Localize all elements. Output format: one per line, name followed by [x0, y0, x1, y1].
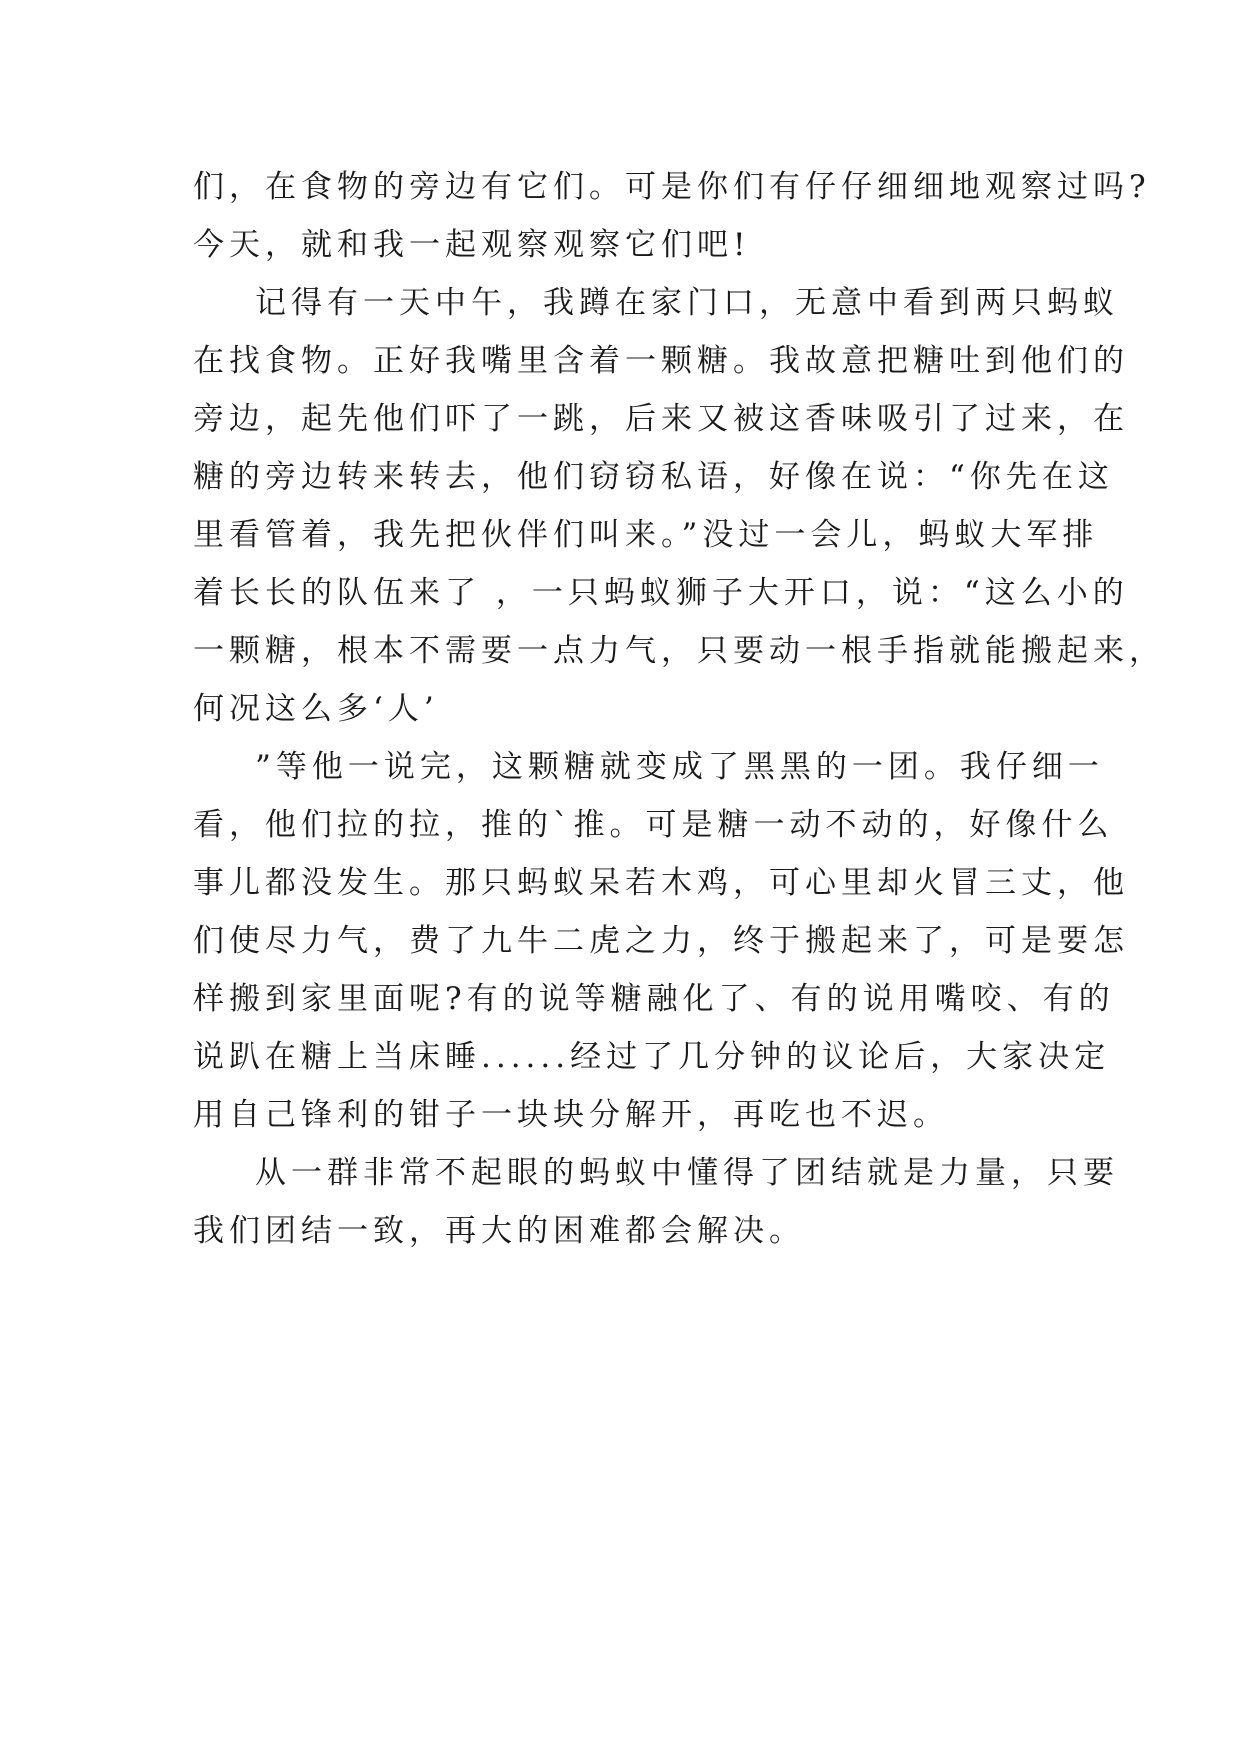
text-line: 在找食物。正好我嘴里含着一颗糖。我故意把糖吐到他们的: [193, 343, 1129, 379]
text-line: 样搬到家里面呢?有的说等糖融化了、有的说用嘴咬、有的: [193, 981, 1115, 1017]
text-line: 今天，就和我一起观察观察它们吧!: [193, 227, 751, 263]
document-body: [193, 158, 1165, 1260]
text-line: 说趴在糖上当床睡......经过了几分钟的议论后，大家决定: [193, 1039, 1111, 1075]
text-line: 记得有一天中午，我蹲在家门口，无意中看到两只蚂蚁: [255, 285, 1119, 321]
text-line: ”等他一说完，这颗糖就变成了黑黑的一团。我仔细一: [255, 749, 1104, 785]
text-line: 着长长的队伍来了 ，一只蚂蚁狮子大开口，说：“这么小的: [193, 575, 1129, 611]
text-line: 旁边，起先他们吓了一跳，后来又被这香味吸引了过来，在: [193, 401, 1129, 437]
text-line: 何况这么多‘人’: [193, 691, 439, 727]
text-line: 我们团结一致，再大的困难都会解决。: [193, 1213, 805, 1249]
text-line: 们，在食物的旁边有它们。可是你们有仔仔细细地观察过吗?: [193, 169, 1151, 205]
text-line: 糖的旁边转来转去，他们窃窃私语，好像在说：“你先在这: [193, 459, 1114, 495]
text-line: 从一群非常不起眼的蚂蚁中懂得了团结就是力量，只要: [255, 1155, 1119, 1191]
text-line: 看，他们拉的拉，推的`推。可是糖一动不动的，好像什么: [193, 807, 1114, 843]
text-line: 用自己锋利的钳子一块块分解开，再吃也不迟。: [193, 1097, 949, 1133]
text-line: 们使尽力气，费了九牛二虎之力，终于搬起来了，可是要怎: [193, 923, 1129, 959]
text-line: 一颗糖，根本不需要一点力气，只要动一根手指就能搬起来，: [193, 633, 1165, 669]
text-line: 事儿都没发生。那只蚂蚁呆若木鸡，可心里却火冒三丈，他: [193, 865, 1129, 901]
text-line: 里看管着，我先把伙伴们叫来。”没过一会儿，蚂蚁大军排: [193, 517, 1099, 553]
